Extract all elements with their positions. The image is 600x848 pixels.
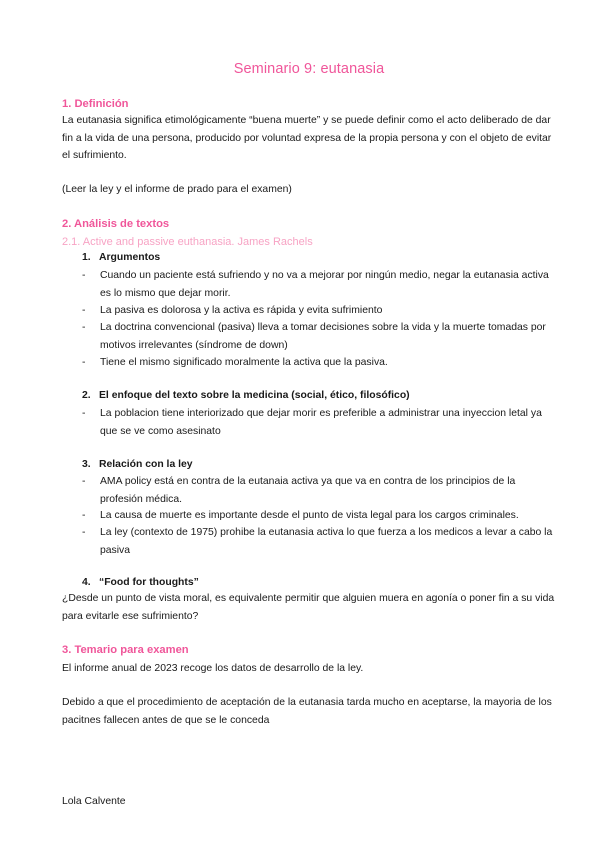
section-1-heading: 1. Definición (62, 98, 129, 110)
bullet-dash: - (82, 305, 86, 316)
item-number: 2. (82, 390, 91, 401)
bullet-item (82, 473, 556, 508)
bullet-text: La poblacion tiene interiorizado que dejar morir es preferible a administrar una inyeccion letal ya que se ve como asesinato (100, 408, 542, 437)
item-number: 1. (82, 252, 91, 263)
item-label: Argumentos (99, 252, 161, 263)
page-title: Seminario 9: eutanasia (233, 61, 385, 77)
section-1-note: (Leer la ley y el informe de prado para el examen) (62, 184, 292, 195)
bullet-text: La causa de muerte es importante desde el punto de vista legal para los cargos criminales. (100, 510, 519, 521)
bullet-text: Tiene el mismo significado moralmente la activa que la pasiva. (100, 357, 388, 368)
bullet-text: La doctrina convencional (pasiva) lleva a tomar decisiones sobre la vida y la muerte tomadas por motivos irrelevantes (síndrome de down) (100, 322, 546, 351)
numbered-item-1 (82, 249, 160, 267)
numbered-item-2 (82, 387, 410, 405)
section-3-paragraph-1: El informe anual de 2023 recoge los datos de desarrollo de la ley. (62, 663, 364, 674)
bullet-dash: - (82, 527, 86, 538)
bullet-item (82, 524, 556, 559)
numbered-item-4 (82, 574, 199, 592)
bullet-dash: - (82, 476, 86, 487)
bullet-item (82, 319, 556, 354)
bullet-text: Cuando un paciente está sufriendo y no va a mejorar por ningún medio, negar la eutanasia activa es lo mismo que dejar morir. (100, 270, 549, 299)
item-label: Relación con la ley (99, 459, 193, 470)
bullet-dash: - (82, 510, 86, 521)
bullet-dash: - (82, 270, 86, 281)
section-2-subheading: 2.1. Active and passive euthanasia. James Rachels (62, 236, 313, 248)
bullet-item (82, 354, 556, 372)
bullet-dash: - (82, 408, 86, 419)
bullet-dash: - (82, 322, 86, 333)
item-label: El enfoque del texto sobre la medicina (social, ético, filosófico) (99, 390, 410, 401)
bullet-item (82, 267, 556, 302)
food-for-thought-text: ¿Desde un punto de vista moral, es equivalente permitir que alguien muera en agonía o poner fin a su vida para evitarle ese sufrimiento? (62, 593, 555, 622)
section-2-heading: 2. Análisis de textos (62, 218, 170, 230)
section-1-paragraph: La eutanasia significa etimológicamente “buena muerte” y se puede definir como el acto deliberado de dar fin a la vida de una persona, producido por voluntad expresa de la propia persona y con el objeto de evitar el sufrimiento. (62, 115, 552, 161)
section-3-heading: 3. Temario para examen (62, 644, 189, 656)
item-number: 4. (82, 577, 91, 588)
item-label: “Food for thoughts” (99, 577, 199, 588)
bullet-text: La pasiva es dolorosa y la activa es rápida y evita sufrimiento (100, 305, 383, 316)
bullet-item (82, 405, 556, 440)
numbered-item-3 (82, 456, 193, 474)
bullet-text: La ley (contexto de 1975) prohibe la eutanasia activa lo que fuerza a los medicos a levar a cabo la pasiva (100, 527, 553, 556)
item-number: 3. (82, 459, 91, 470)
section-3-paragraph-2: Debido a que el procedimiento de aceptación de la eutanasia tarda mucho en aceptarse, la mayoria de los pacitnes fallecen antes de que se le conceda (62, 697, 552, 726)
footer-author: Lola Calvente (62, 796, 126, 807)
bullet-dash: - (82, 357, 86, 368)
bullet-item (82, 302, 556, 320)
bullet-item (82, 507, 556, 525)
bullet-text: AMA policy está en contra de la eutanaia activa ya que va en contra de los principios de la profesión médica. (100, 476, 516, 505)
